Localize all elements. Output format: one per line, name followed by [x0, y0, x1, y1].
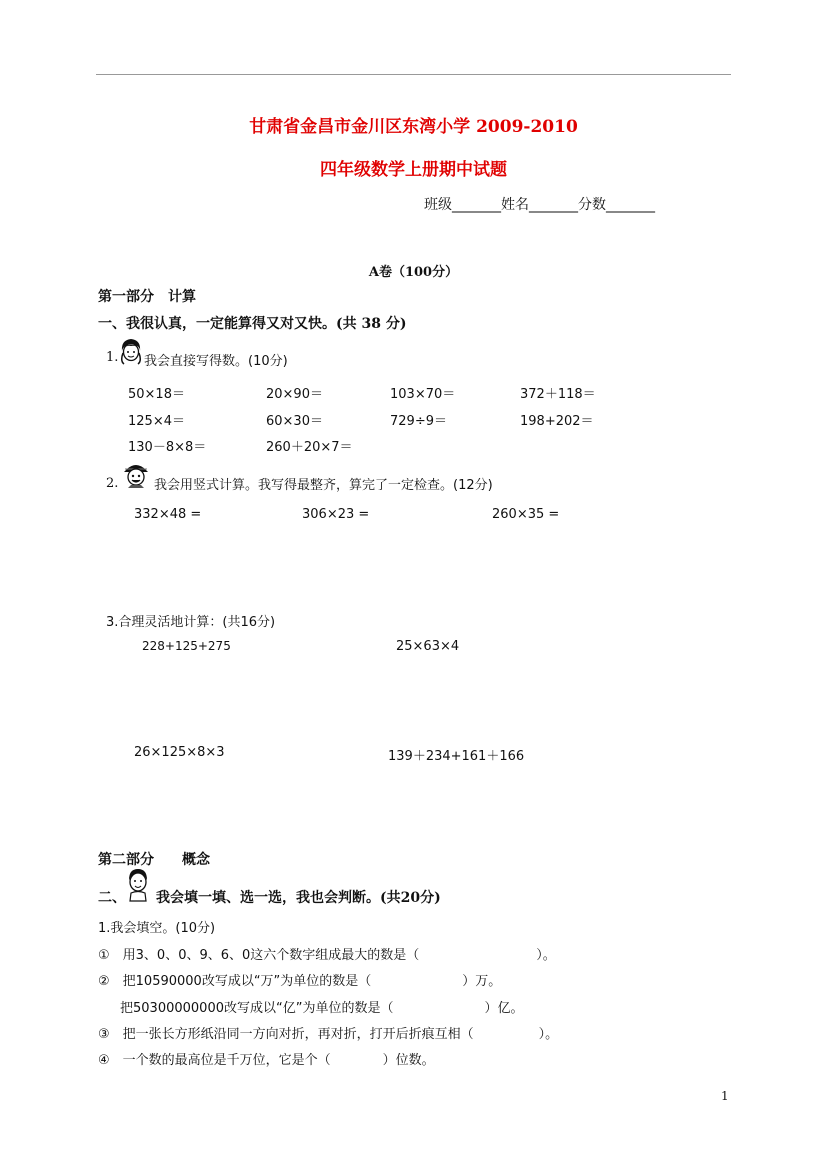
q1-item: 198+202＝ [520, 414, 594, 429]
section2-title: 我会填一填、选一选，我也会判断。(共20分) [156, 890, 441, 906]
q1-item: 130－8×8＝ [128, 440, 207, 455]
q1-number: 1. [106, 350, 119, 365]
q1-item: 60×30＝ [266, 414, 323, 429]
fill-line-2: ② 把10590000改写成以“万”为单位的数是（ ）万。 [98, 974, 502, 989]
title-line-2: 四年级数学上册期中试题 [320, 160, 507, 180]
q3-item: 25×63×4 [396, 639, 460, 654]
q3-item: 139＋234+161＋166 [388, 749, 525, 764]
q1-item: 103×70＝ [390, 387, 456, 402]
q2-item: 306×23 = [302, 507, 370, 522]
student-info: 班级_______姓名_______分数_______ [424, 197, 655, 213]
fill-line-4: ③ 把一张长方形纸沿同一方向对折，再对折，打开后折痕互相（ ）。 [98, 1027, 559, 1042]
q2-item: 260×35 = [492, 507, 560, 522]
p2-q1-text: 1.我会填空。(10分) [98, 921, 216, 936]
volume-title: A卷（100分） [368, 265, 459, 280]
page-number: 1 [721, 1089, 729, 1103]
q1-item: 125×4＝ [128, 414, 185, 429]
q3-item: 26×125×8×3 [134, 745, 225, 760]
q2-item: 332×48 = [134, 507, 202, 522]
q3-text: 3.合理灵活地计算：(共16分) [106, 615, 276, 630]
girl-face-icon [118, 337, 144, 365]
boy-cap-icon [122, 460, 150, 488]
fill-line-3: 把50300000000改写成以“亿”为单位的数是（ ）亿。 [120, 1001, 524, 1016]
q1-item: 20×90＝ [266, 387, 323, 402]
part2-title: 第二部分 概念 [98, 852, 210, 868]
part1-title: 第一部分 计算 [98, 289, 196, 305]
q1-item: 729÷9＝ [390, 414, 447, 429]
q2-number: 2. [106, 476, 119, 491]
q2-text: 我会用竖式计算。我写得最整齐，算完了一定检查。(12分) [154, 478, 493, 493]
q1-text: 我会直接写得数。(10分) [144, 354, 288, 369]
section2-prefix: 二、 [98, 890, 126, 906]
title-line-1: 甘肃省金昌市金川区东湾小学 2009-2010 [249, 117, 578, 137]
q1-item: 50×18＝ [128, 387, 185, 402]
header-rule [96, 74, 731, 75]
q3-item: 228+125+275 [142, 639, 231, 653]
q1-item: 372＋118＝ [520, 387, 596, 402]
q1-item: 260＋20×7＝ [266, 440, 353, 455]
section1-title: 一、我很认真，一定能算得又对又快。(共 38 分) [98, 316, 407, 332]
boy-face-icon [126, 868, 150, 902]
fill-line-1: ① 用3、0、0、9、6、0这六个数字组成最大的数是（ ）。 [98, 948, 556, 963]
fill-line-5: ④ 一个数的最高位是千万位，它是个（ ）位数。 [98, 1053, 435, 1068]
